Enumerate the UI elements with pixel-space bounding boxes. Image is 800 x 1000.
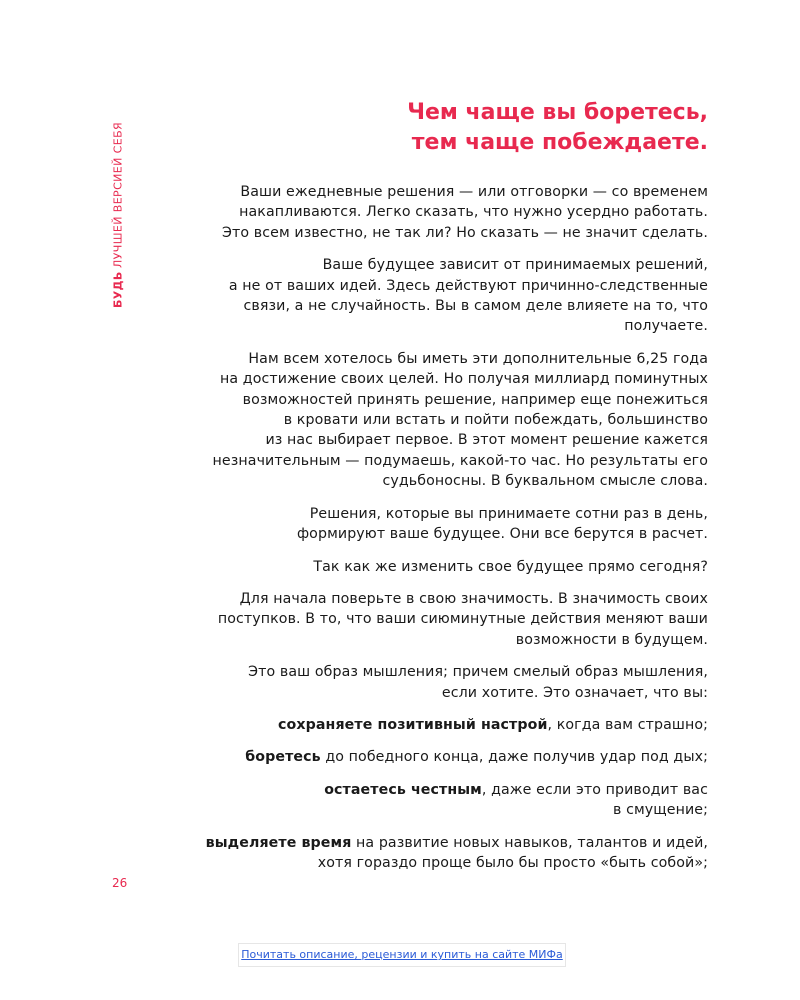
text-line: Решения, которые вы принимаете сотни раз в день, [309, 505, 708, 522]
text-line: накапливаются. Легко сказать, что нужно усердно работать. [239, 204, 708, 221]
paragraph [148, 504, 708, 545]
list-item-rest: , когда вам страшно; [547, 716, 708, 733]
paragraph [148, 349, 708, 492]
paragraph [148, 255, 708, 337]
text-line: связи, а не случайность. Вы в самом деле влияете на то, что [243, 298, 708, 315]
text-line: Для начала поверьте в свою значимость. В значимость своих [239, 590, 708, 607]
list-item-rest: на развитие новых навыков, талантов и идей, [351, 834, 708, 851]
text-line: Ваше будущее зависит от принимаемых решений, [322, 257, 708, 274]
list-item-rest: до победного конца, даже получив удар под дых; [320, 749, 708, 766]
text-line: Это всем известно, не так ли? Но сказать — не значит сделать. [222, 224, 708, 241]
text-line: из нас выбирает первое. В этот момент решение кажется [265, 432, 708, 449]
paragraph [148, 182, 708, 243]
running-header [111, 100, 125, 330]
text-line: судьбоносны. В буквальном смысле слова. [382, 473, 708, 490]
paragraph [148, 589, 708, 650]
page-title [288, 98, 708, 158]
list-item [148, 780, 708, 821]
text-line: Это ваш образ мышления; причем смелый образ мышления, [248, 664, 708, 681]
text-line: незначительным — подумаешь, какой-то час. Но результаты его [212, 452, 708, 469]
list-item-bold: остаетесь честным [324, 781, 482, 798]
list-item-rest: , даже если это приводит вас [481, 781, 708, 798]
text-line: формируют ваше будущее. Они все берутся в расчет. [296, 526, 708, 543]
text-line: Ваши ежедневные решения — или отговорки — со временем [240, 184, 708, 200]
body-text [148, 182, 708, 885]
text-line: Так как же изменить свое будущее прямо сегодня? [313, 558, 708, 575]
text-line: получаете. [624, 318, 708, 335]
text-line: возможностей принять решение, например еще понежиться [242, 391, 708, 408]
page-number: 26 [112, 876, 128, 890]
text-line: Нам всем хотелось бы иметь эти дополнительные 6,25 года [248, 350, 708, 367]
text-line: на достижение своих целей. Но получая миллиард поминутных [220, 371, 708, 388]
text-line: а не от ваших идей. Здесь действуют причинно-следственные [228, 277, 708, 294]
paragraph [148, 557, 708, 577]
list-item-bold: боретесь [245, 749, 321, 766]
title-line-2: тем чаще побеждаете. [411, 130, 708, 155]
running-header-rest: ЛУЧШЕЙ ВЕРСИЕЙ СЕБЯ [111, 121, 125, 268]
list-item-line [148, 833, 708, 853]
list-item-bold: выделяете время [205, 834, 352, 851]
text-line: в кровати или встать и пойти побеждать, большинство [283, 412, 708, 429]
buy-book-link[interactable]: Почитать описание, рецензии и купить на сайте МИФа [238, 943, 566, 967]
title-line-1: Чем чаще вы боретесь, [407, 100, 708, 125]
list-item-line [148, 715, 708, 735]
list-item [148, 715, 708, 735]
list-item [148, 833, 708, 874]
text-line: возможности в будущем. [515, 631, 708, 648]
text-line: поступков. В то, что ваши сиюминутные действия меняют ваши [217, 611, 708, 628]
text-line: если хотите. Это означает, что вы: [441, 684, 708, 701]
paragraph [148, 662, 708, 703]
running-header-bold: БУДЬ [111, 271, 125, 309]
list-item-line [148, 747, 708, 767]
list-item [148, 747, 708, 767]
list-item-line [148, 780, 708, 800]
list-item-bold: сохраняете позитивный настрой [278, 716, 548, 733]
list-item-line-2: хотя гораздо проще было бы просто «быть собой»; [317, 854, 708, 871]
list-item-line-2: в смущение; [613, 802, 708, 819]
